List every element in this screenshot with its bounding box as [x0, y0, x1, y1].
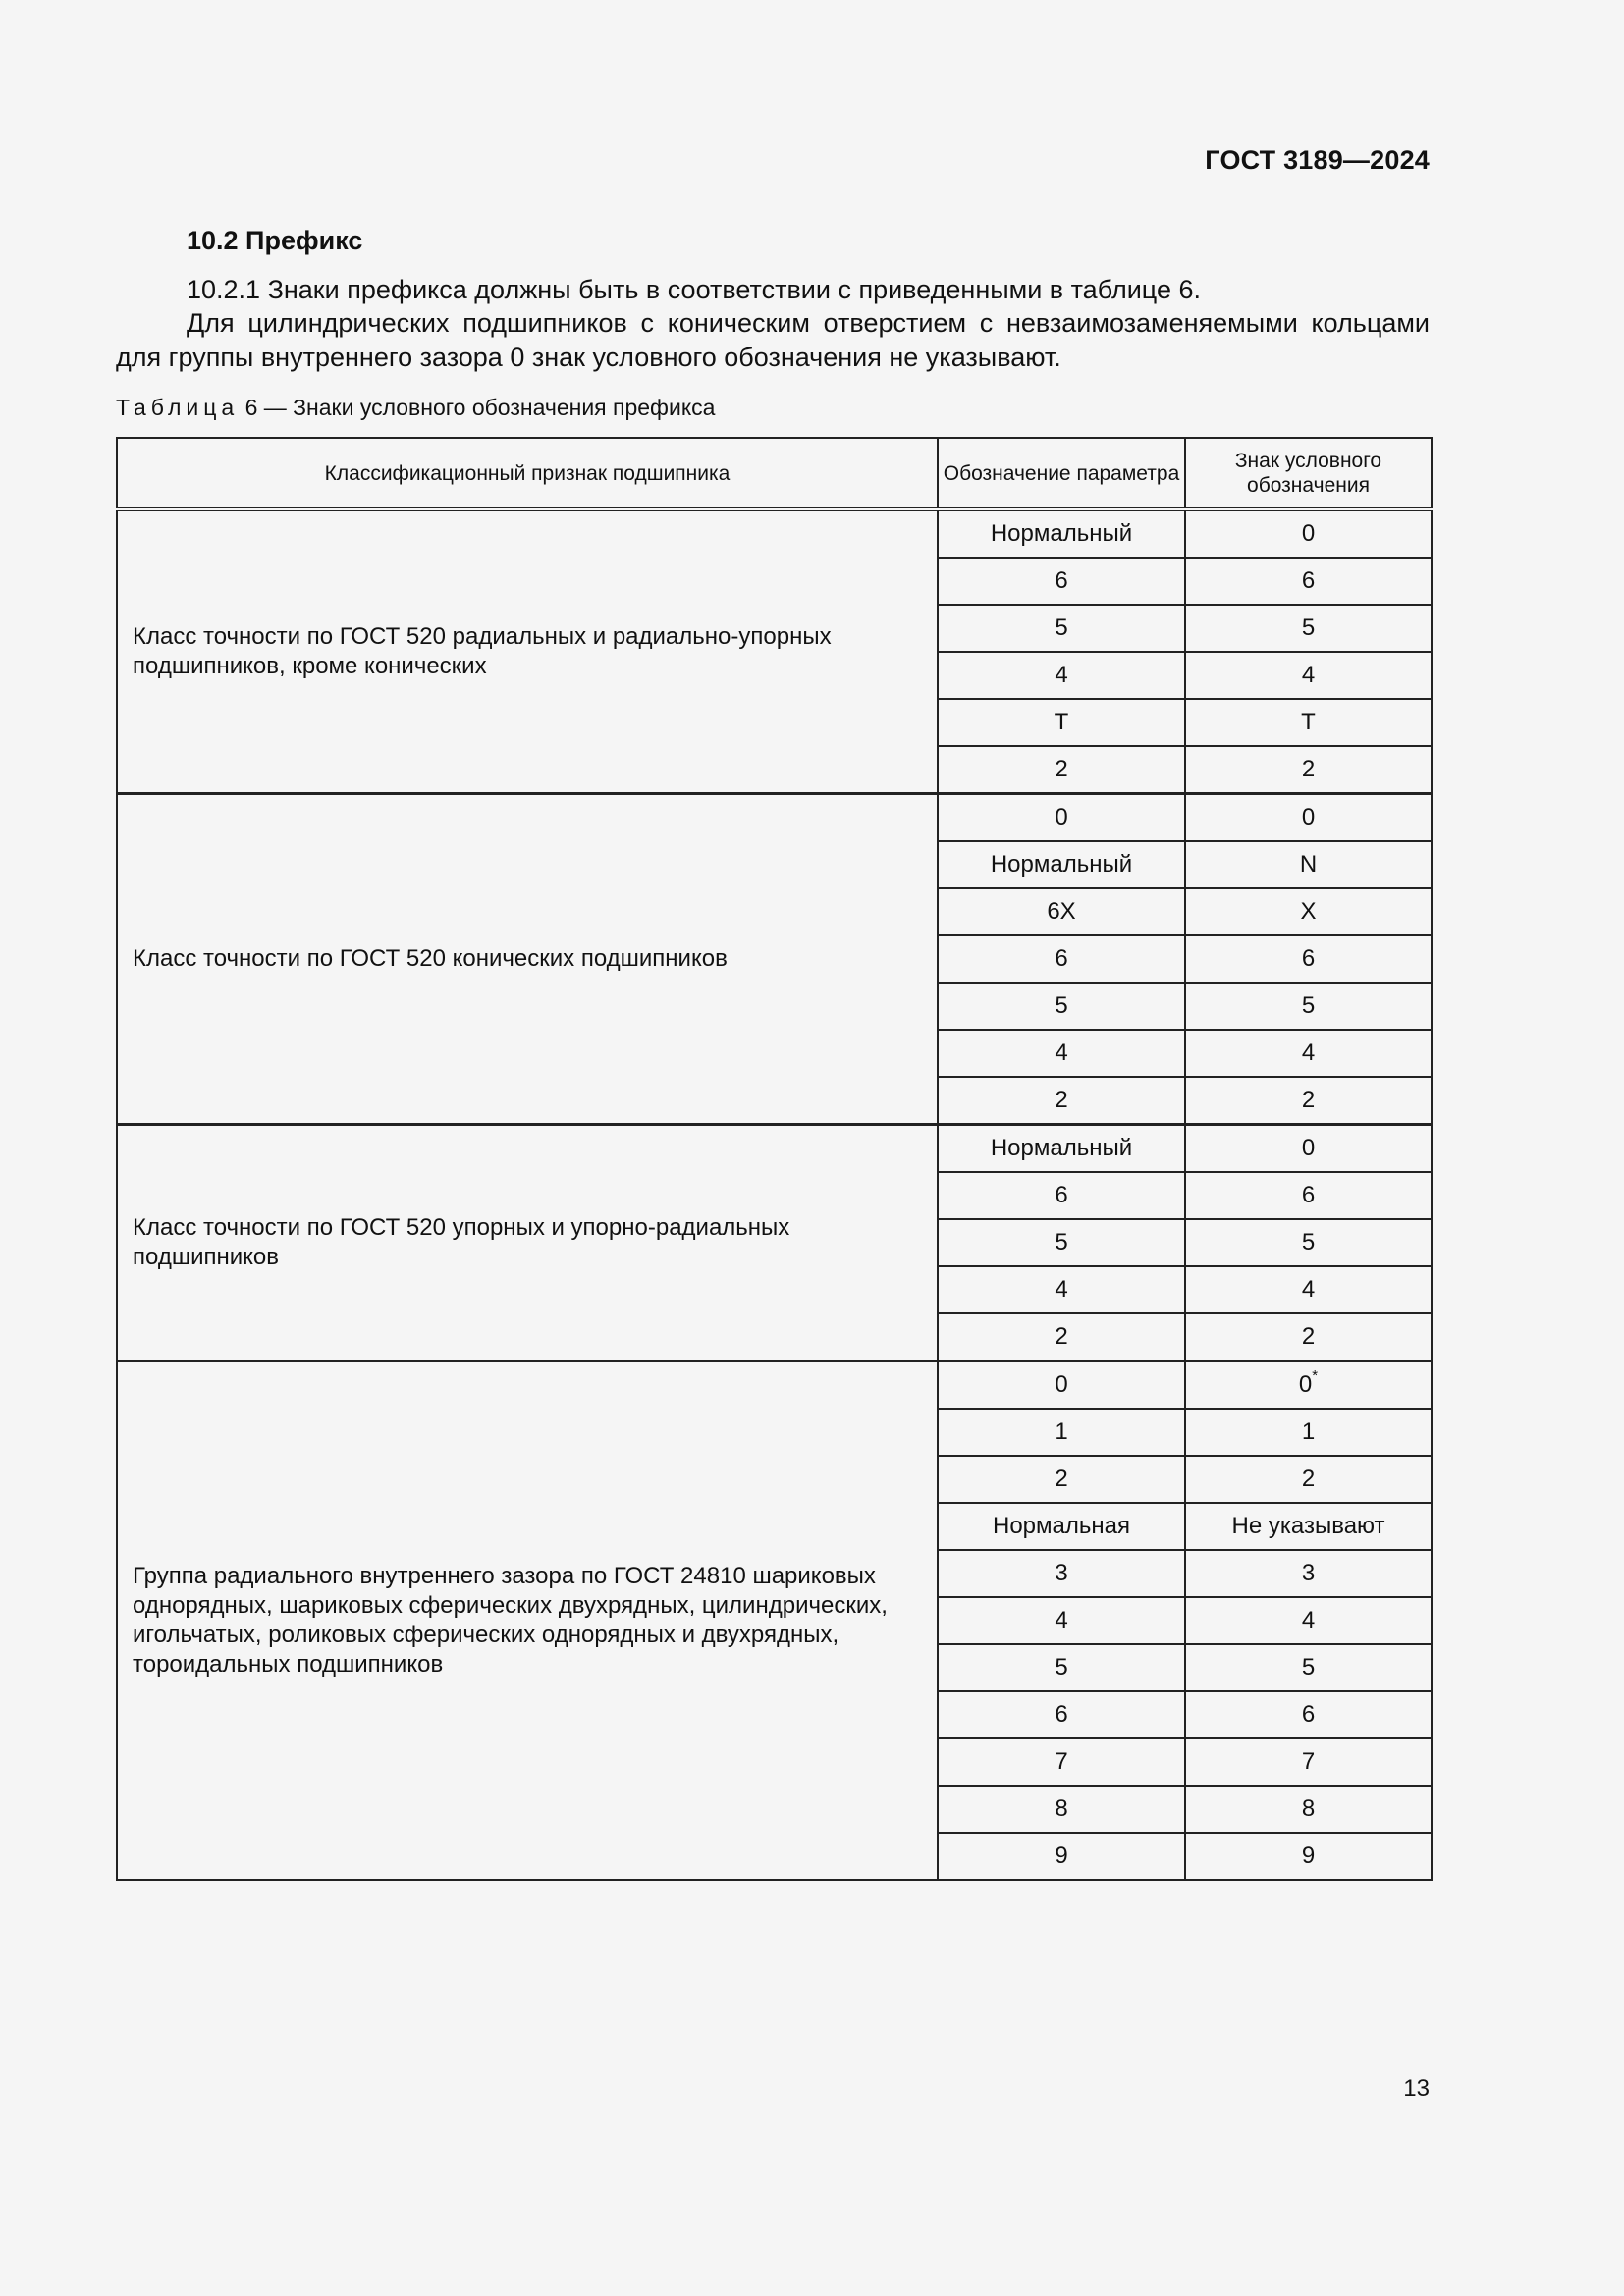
sign-cell — [1185, 1409, 1432, 1456]
sign-value: 6 — [1301, 1701, 1316, 1728]
table-header-row — [117, 438, 1432, 509]
header-sign: Знак условного обозначения — [1185, 438, 1432, 509]
sign-cell — [1185, 1030, 1432, 1077]
table-caption-prefix: Таблица — [116, 395, 240, 420]
table-group — [117, 509, 1432, 794]
sign-value: 5 — [1301, 614, 1316, 641]
sign-value: 2 — [1301, 1087, 1316, 1113]
sign-value: 5 — [1301, 1654, 1316, 1681]
sign-cell — [1185, 1550, 1432, 1597]
parameter-cell: 5 — [938, 983, 1185, 1030]
parameter-cell: 6X — [938, 888, 1185, 935]
sign-value: 4 — [1301, 1276, 1316, 1303]
parameter-cell: T — [938, 699, 1185, 746]
sign-cell — [1185, 1691, 1432, 1738]
sign-cell — [1185, 1172, 1432, 1219]
parameter-cell: 0 — [938, 1362, 1185, 1410]
sign-value: 0 — [1301, 520, 1316, 547]
parameter-cell: 6 — [938, 935, 1185, 983]
table-row — [117, 794, 1432, 842]
sign-cell — [1185, 699, 1432, 746]
parameter-cell: 9 — [938, 1833, 1185, 1880]
sign-cell — [1185, 794, 1432, 842]
sign-value: 4 — [1301, 662, 1316, 688]
sign-cell — [1185, 1313, 1432, 1362]
sign-cell — [1185, 1833, 1432, 1880]
parameter-cell: 2 — [938, 1313, 1185, 1362]
prefix-signs-table — [116, 437, 1433, 1881]
paragraph-10-2-1: 10.2.1 Знаки префикса должны быть в соответствии с приведенными в таблице 6. — [187, 275, 1201, 304]
table-row — [117, 1362, 1432, 1410]
parameter-cell: 4 — [938, 1030, 1185, 1077]
parameter-cell: 6 — [938, 1172, 1185, 1219]
sign-cell — [1185, 605, 1432, 652]
table-group — [117, 794, 1432, 1125]
sign-cell — [1185, 1219, 1432, 1266]
sign-cell — [1185, 1644, 1432, 1691]
sign-cell — [1185, 558, 1432, 605]
sign-cell — [1185, 888, 1432, 935]
parameter-cell: Нормальный — [938, 1125, 1185, 1173]
sign-value: 6 — [1301, 945, 1316, 972]
sign-value: 0 — [1298, 1371, 1313, 1398]
sign-value: 0 — [1301, 1135, 1316, 1161]
document-header: ГОСТ 3189—2024 — [1205, 145, 1430, 175]
section-title: 10.2 Префикс — [187, 226, 363, 255]
sign-value: T — [1301, 709, 1316, 735]
parameter-cell: 5 — [938, 605, 1185, 652]
sign-cell — [1185, 841, 1432, 888]
sign-cell — [1185, 935, 1432, 983]
sign-value: 2 — [1301, 1323, 1316, 1350]
sign-value: 4 — [1301, 1040, 1316, 1066]
parameter-cell: 4 — [938, 1266, 1185, 1313]
sign-cell — [1185, 1738, 1432, 1786]
sign-cell — [1185, 1362, 1432, 1410]
sign-value: 1 — [1301, 1418, 1316, 1445]
header-parameter: Обозначение параметра — [938, 438, 1185, 509]
sign-value: 6 — [1301, 567, 1316, 594]
group-label: Класс точности по ГОСТ 520 конических подшипников — [117, 794, 938, 1125]
sign-value: 4 — [1301, 1607, 1316, 1633]
table-group — [117, 1125, 1432, 1362]
table-caption — [116, 395, 715, 421]
sign-cell — [1185, 1456, 1432, 1503]
header-classification: Классификационный признак подшипника — [117, 438, 938, 509]
sign-cell — [1185, 1503, 1432, 1550]
paragraph-cylindrical-bearings: Для цилиндрических подшипников с коническим отверстием с невзаимозаменяемыми кольцами для группы внутреннего зазора 0 знак условного обозначения не указывают. — [116, 308, 1430, 372]
group-label: Группа радиального внутреннего зазора по ГОСТ 24810 шариковых однорядных, шариковых сферических двухрядных, цилиндрических, игольчатых, роликовых сферических однорядных и двухрядных, тороидальных подшипников — [117, 1362, 938, 1881]
sign-value: 6 — [1301, 1182, 1316, 1208]
sign-cell — [1185, 1125, 1432, 1173]
parameter-cell: Нормальный — [938, 509, 1185, 558]
table-row — [117, 1125, 1432, 1173]
parameter-cell: Нормальный — [938, 841, 1185, 888]
sign-value: 8 — [1301, 1795, 1316, 1822]
table-header — [117, 438, 1432, 509]
sign-cell — [1185, 746, 1432, 794]
table-group — [117, 1362, 1432, 1881]
sign-cell — [1185, 652, 1432, 699]
parameter-cell: 3 — [938, 1550, 1185, 1597]
parameter-cell: 2 — [938, 1077, 1185, 1125]
sign-value: 7 — [1301, 1748, 1316, 1775]
parameter-cell: 2 — [938, 1456, 1185, 1503]
sign-value: 3 — [1301, 1560, 1316, 1586]
parameter-cell: 7 — [938, 1738, 1185, 1786]
parameter-cell: 2 — [938, 746, 1185, 794]
parameter-cell: 6 — [938, 1691, 1185, 1738]
sign-cell — [1185, 1786, 1432, 1833]
sign-cell — [1185, 983, 1432, 1030]
sign-value: 9 — [1301, 1842, 1316, 1869]
sign-cell — [1185, 1597, 1432, 1644]
parameter-cell: 1 — [938, 1409, 1185, 1456]
sign-value: 2 — [1301, 756, 1316, 782]
sign-cell — [1185, 1077, 1432, 1125]
parameter-cell: 4 — [938, 1597, 1185, 1644]
footnote-mark: * — [1312, 1367, 1319, 1384]
parameter-cell: 6 — [938, 558, 1185, 605]
sign-value: Не указывают — [1231, 1513, 1385, 1539]
sign-value: 5 — [1301, 992, 1316, 1019]
sign-cell — [1185, 509, 1432, 558]
parameter-cell: 0 — [938, 794, 1185, 842]
group-label: Класс точности по ГОСТ 520 упорных и упорно-радиальных подшипников — [117, 1125, 938, 1362]
parameter-cell: 8 — [938, 1786, 1185, 1833]
sign-value: N — [1299, 851, 1318, 878]
table-caption-text: 6 — Знаки условного обозначения префикса — [239, 395, 716, 420]
group-label: Класс точности по ГОСТ 520 радиальных и радиально-упорных подшипников, кроме конических — [117, 509, 938, 794]
sign-value: 0 — [1301, 804, 1316, 830]
sign-value: X — [1300, 898, 1317, 925]
parameter-cell: 5 — [938, 1219, 1185, 1266]
parameter-cell: 5 — [938, 1644, 1185, 1691]
sign-value: 5 — [1301, 1229, 1316, 1255]
sign-value: 2 — [1301, 1466, 1316, 1492]
table-row — [117, 509, 1432, 558]
parameter-cell: Нормальная — [938, 1503, 1185, 1550]
parameter-cell: 4 — [938, 652, 1185, 699]
page-number: 13 — [1403, 2075, 1430, 2102]
sign-cell — [1185, 1266, 1432, 1313]
